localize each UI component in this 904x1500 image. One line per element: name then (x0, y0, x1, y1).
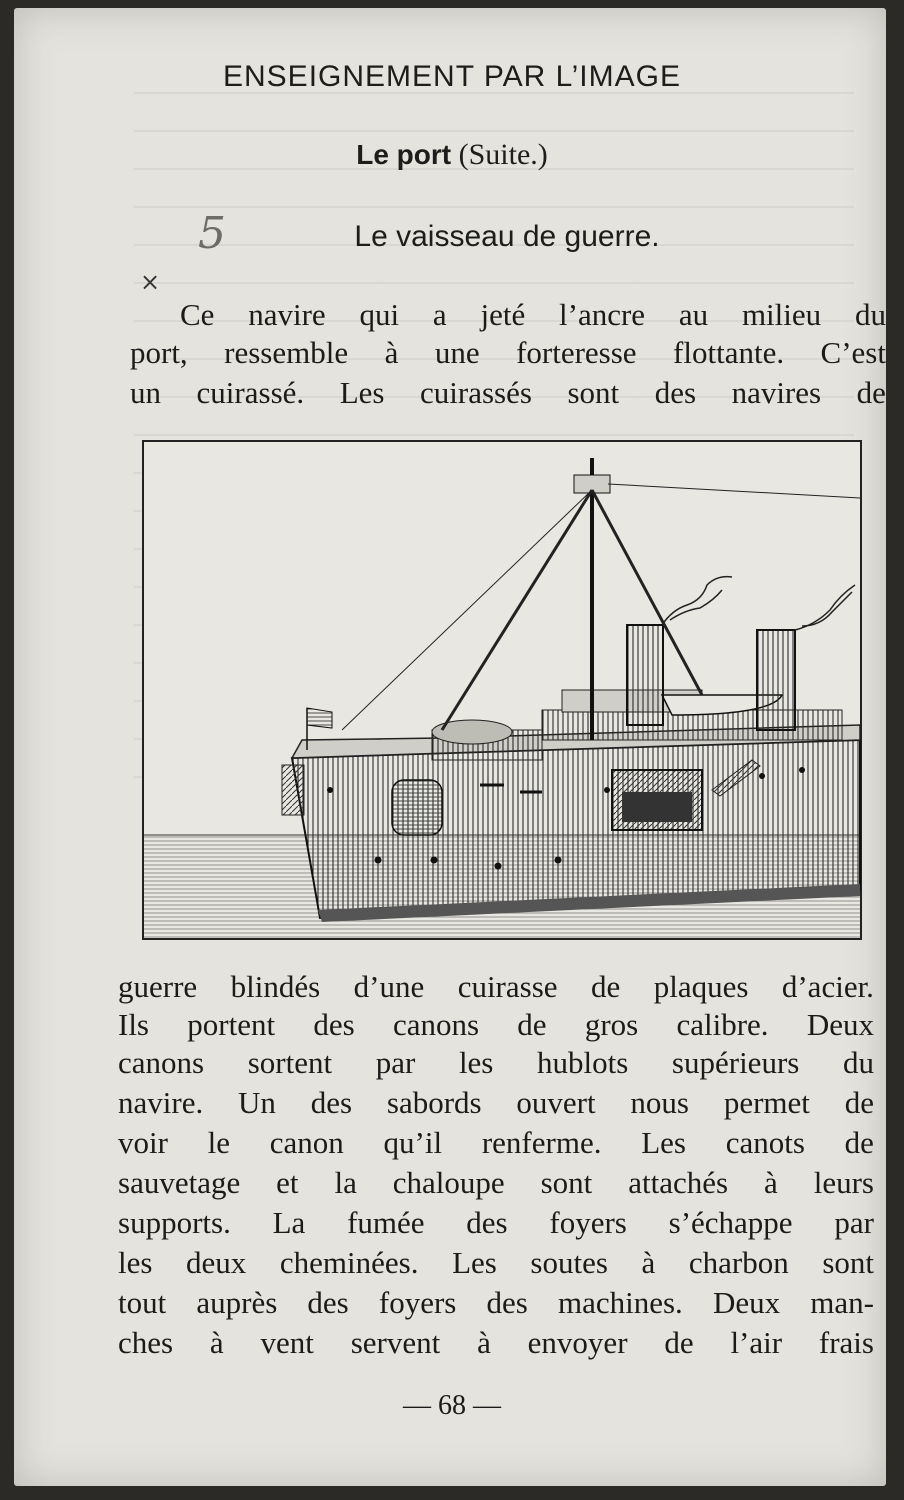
page-header: ENSEIGNEMENT PAR L’IMAGE (223, 60, 681, 93)
word: gros (584, 1007, 639, 1042)
text-line (118, 1246, 874, 1280)
word: vent (260, 1325, 314, 1360)
word: attachés (628, 1165, 729, 1200)
word: canon (269, 1125, 344, 1160)
word: des (486, 1285, 528, 1320)
word: du (854, 297, 886, 332)
word: sabords (386, 1085, 482, 1120)
word: servent (350, 1325, 441, 1360)
word: à (209, 1325, 224, 1360)
word: supérieurs (671, 1045, 800, 1080)
word: C’est (820, 335, 886, 370)
word: Ce (180, 297, 215, 332)
word: canots (725, 1125, 805, 1160)
word: l’air (730, 1325, 783, 1360)
word: chaloupe (392, 1165, 505, 1200)
word: navire (248, 297, 326, 332)
word: machines. (557, 1285, 683, 1320)
word: s’échappe (668, 1205, 793, 1240)
word: de (517, 1007, 547, 1042)
word: charbon (688, 1245, 789, 1280)
word: à (641, 1245, 656, 1280)
word: par (375, 1045, 416, 1080)
word: calibre. (676, 1007, 769, 1042)
word: à (764, 1165, 778, 1200)
word: qui (359, 297, 400, 332)
word: sortent (247, 1045, 333, 1080)
word: sauvetage (118, 1165, 241, 1200)
text-line (130, 376, 886, 410)
text-line (118, 970, 874, 1004)
word: nous (630, 1085, 689, 1120)
word: d’acier. (781, 969, 874, 1004)
word: ressemble (224, 335, 349, 370)
text-line (118, 1166, 874, 1200)
word: de (844, 1085, 874, 1120)
word: Deux (806, 1007, 874, 1042)
word: de (844, 1125, 874, 1160)
word: leurs (813, 1165, 874, 1200)
word: la (334, 1165, 357, 1200)
word: navire. (118, 1085, 204, 1120)
text-line (118, 1326, 874, 1360)
word: canons (392, 1007, 480, 1042)
word: ches (118, 1325, 174, 1360)
word: de (664, 1325, 694, 1360)
word: sont (567, 375, 620, 410)
word: des (310, 1085, 353, 1120)
word: Les (641, 1125, 686, 1160)
word: par (834, 1205, 874, 1240)
subtitle-rest: (Suite.) (451, 138, 548, 171)
word: cuirasse (457, 969, 558, 1004)
word: port, (130, 335, 188, 370)
text-line (118, 1086, 874, 1120)
subtitle-bold: Le port (356, 139, 452, 170)
word: d’une (353, 969, 425, 1004)
word: fumée (347, 1205, 425, 1240)
word: des (654, 375, 697, 410)
word: Un (238, 1085, 276, 1120)
word: portent (187, 1007, 276, 1042)
word: Ils (118, 1007, 149, 1042)
word: ouvert (516, 1085, 596, 1120)
word: des (313, 1007, 355, 1042)
text-line (130, 298, 886, 332)
word: des (307, 1285, 349, 1320)
word: au (678, 297, 709, 332)
word: voir (118, 1125, 168, 1160)
page-number: — 68 — (403, 1390, 501, 1421)
word: canons (118, 1045, 205, 1080)
word: le (207, 1125, 231, 1160)
word: cheminées. (279, 1245, 419, 1280)
word: à (477, 1325, 491, 1360)
word: permet (723, 1085, 810, 1120)
word: foyers (378, 1285, 457, 1320)
word: cuirassé. (196, 375, 305, 410)
word: man- (810, 1285, 874, 1320)
word: auprès (196, 1285, 278, 1320)
battleship-illustration (142, 440, 862, 940)
word: jeté (480, 297, 526, 332)
word: Les (452, 1245, 497, 1280)
word: flottante. (673, 335, 785, 370)
text-line (118, 1008, 874, 1042)
word: l’ancre (559, 297, 646, 332)
word: La (272, 1205, 306, 1240)
text-line (118, 1286, 874, 1320)
word: de (590, 969, 621, 1004)
word: une (434, 335, 480, 370)
word: tout (118, 1285, 167, 1320)
pencil-mark-number: 5 (198, 208, 226, 259)
word: renferme. (481, 1125, 602, 1160)
subtitle (0, 138, 904, 172)
pencil-mark-cross: × (140, 268, 161, 296)
word: des (466, 1205, 508, 1240)
text-line (118, 1126, 874, 1160)
text-line (118, 1206, 874, 1240)
word: milieu (741, 297, 822, 332)
word: a (432, 297, 447, 332)
word: les (458, 1045, 494, 1080)
word: supports. (118, 1205, 231, 1240)
word: de (856, 375, 886, 410)
word: navires (731, 375, 822, 410)
word: foyers (549, 1205, 627, 1240)
word: guerre (118, 969, 198, 1004)
word: à (384, 335, 399, 370)
word: envoyer (527, 1325, 628, 1360)
word: cuirassés (420, 375, 532, 410)
word: Deux (712, 1285, 781, 1320)
word: forteresse (516, 335, 637, 370)
word: hublots (537, 1045, 629, 1080)
word: qu’il (383, 1125, 443, 1160)
word: sont (540, 1165, 593, 1200)
word: Les (339, 375, 385, 410)
section-title: Le vaisseau de guerre. (354, 220, 660, 253)
word: blindés (230, 969, 321, 1004)
text-line (130, 336, 886, 370)
word: sont (822, 1245, 874, 1280)
word: et (276, 1165, 299, 1200)
word: plaques (653, 969, 749, 1004)
word: soutes (530, 1245, 608, 1280)
word: du (842, 1045, 874, 1080)
word: les (118, 1245, 153, 1280)
text-line (118, 1046, 874, 1080)
word: deux (186, 1245, 247, 1280)
word: frais (818, 1325, 874, 1360)
word: un (130, 375, 161, 410)
